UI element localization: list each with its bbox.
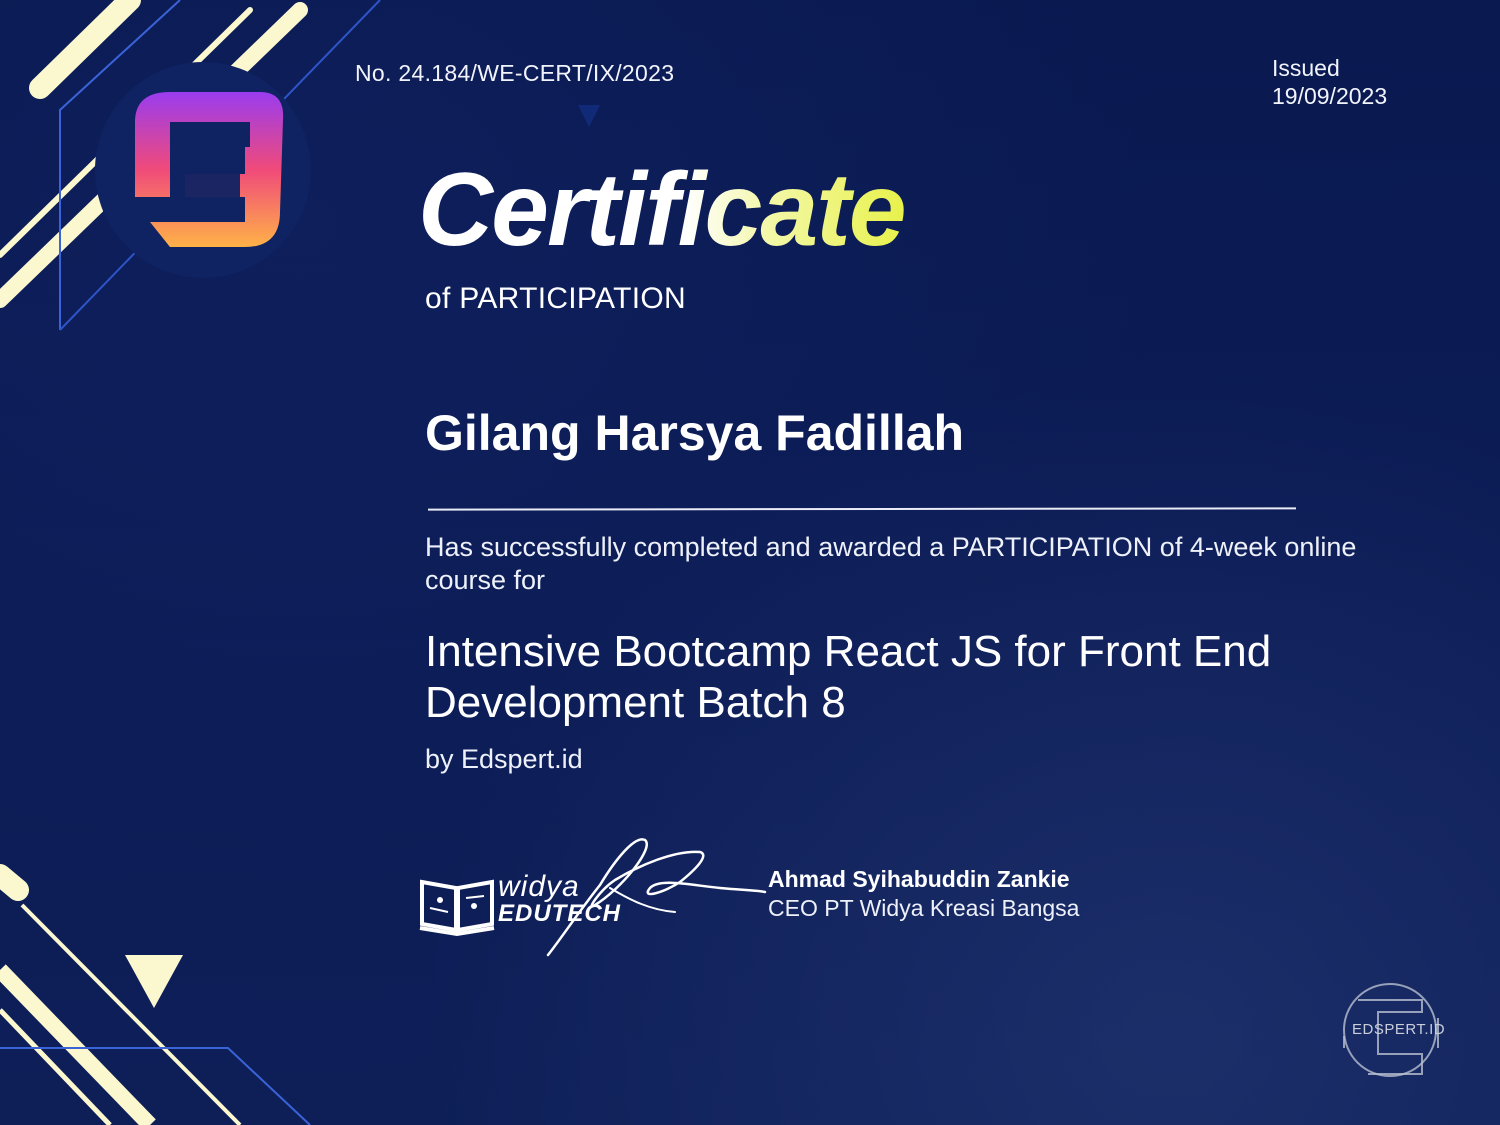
deco-stripe-4 [0, 875, 18, 890]
stamp-label: EDSPERT.ID [1352, 1021, 1446, 1038]
signature-graphic [500, 830, 770, 970]
deco-triangle-top [578, 105, 600, 127]
recipient-name: Gilang Harsya Fadillah [425, 405, 965, 461]
certificate-title: Certificate [418, 152, 905, 268]
partner-logo-text-top: widya [498, 870, 580, 903]
partner-logo-text-bottom: EDUTECH [498, 900, 622, 927]
issued-date: 19/09/2023 [1272, 83, 1388, 109]
signatory-role: CEO PT Widya Kreasi Bangsa [768, 895, 1080, 921]
deco-stripe-5 [22, 905, 240, 1125]
certificate-subtitle: of PARTICIPATION [425, 282, 686, 315]
certificate-number: No. 24.184/WE-CERT/IX/2023 [355, 60, 675, 86]
open-book-icon [418, 870, 498, 940]
course-provider: by Edspert.id [425, 744, 583, 774]
signatory-name: Ahmad Syihabuddin Zankie [768, 866, 1070, 892]
issued-label: Issued [1272, 55, 1340, 81]
deco-triangle-bottom [125, 955, 183, 1008]
widya-edutech-logo [418, 870, 622, 945]
course-title: Intensive Bootcamp React JS for Front End Development Batch 8 [425, 627, 1272, 727]
edspert-logo-icon [95, 62, 315, 282]
completion-description: Has successfully completed and awarded a PARTICIPATION of 4-week online course for [425, 532, 1357, 595]
